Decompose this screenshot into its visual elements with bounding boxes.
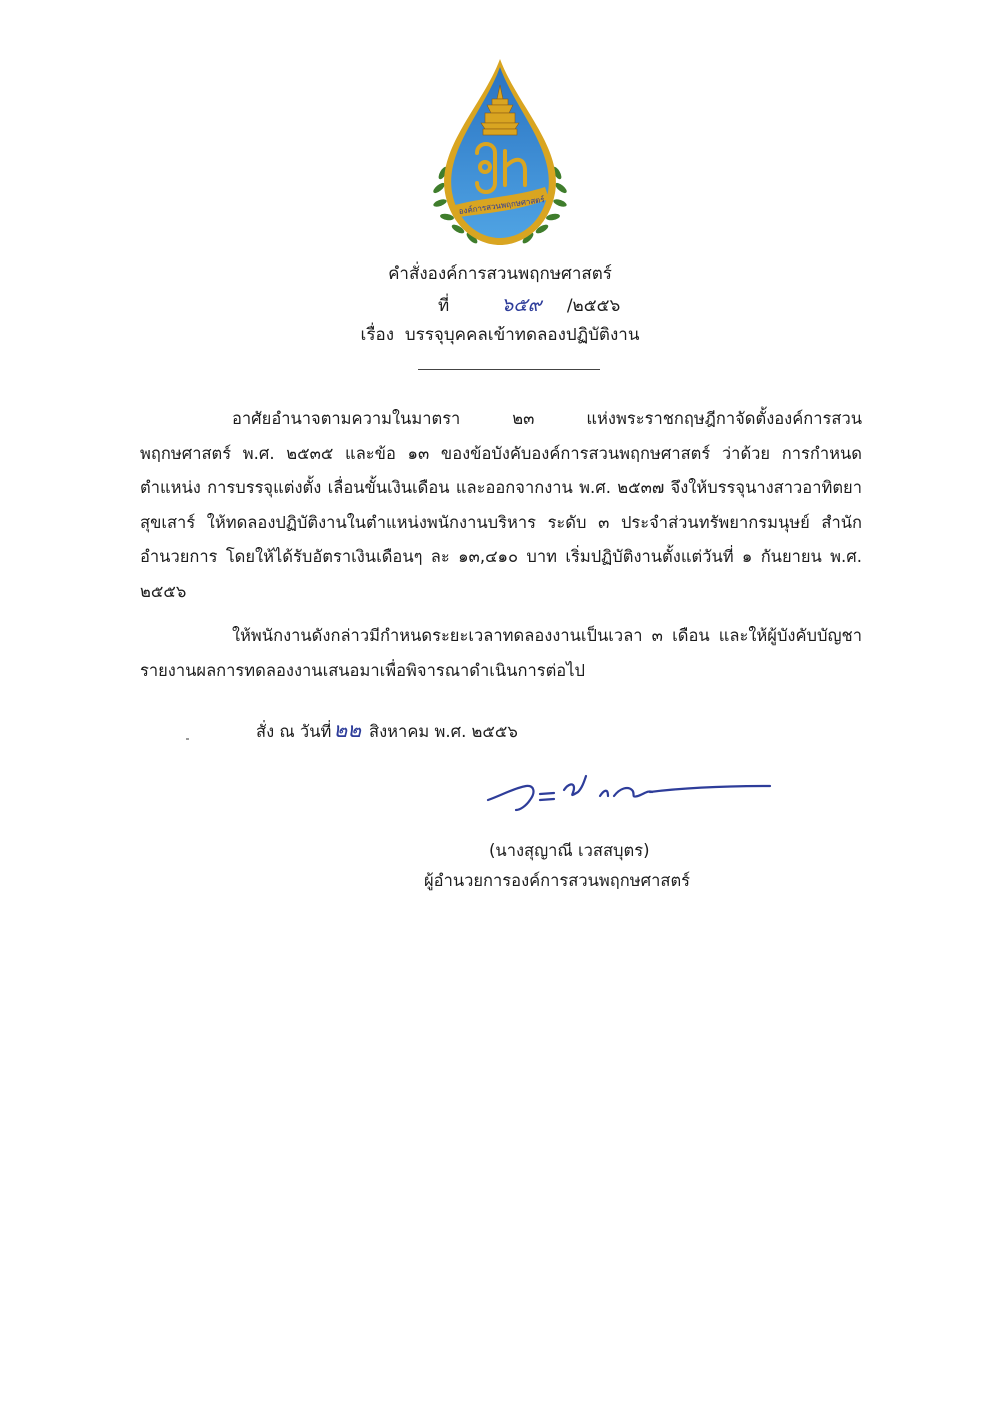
- logo-ribbon-text: องค์การสวนพฤกษศาสตร์: [458, 195, 546, 217]
- order-date: [256, 714, 518, 747]
- paragraph-line: ๒๕๕๖: [140, 581, 187, 601]
- order-number: [438, 290, 620, 320]
- order-number-label: ที่: [438, 296, 450, 316]
- order-number-year: /๒๕๕๖: [566, 296, 621, 316]
- body-paragraph-1: [140, 402, 862, 609]
- paragraph-line: ตำแหน่ง การบรรจุแต่งตั้ง เลื่อนขั้นเงินเดือน และออกจากงาน พ.ศ. ๒๕๓๗ จึงให้บรรจุนางสาวอาทิตยา: [140, 478, 862, 497]
- date-handwritten: ๒๒: [333, 718, 362, 742]
- paragraph-line: พฤกษศาสตร์ พ.ศ. ๒๕๓๕ และข้อ ๑๓ ของข้อบังคับองค์การสวนพฤกษศาสตร์ ว่าด้วย การกำหนด: [140, 443, 862, 463]
- subject-label: เรื่อง: [360, 325, 394, 345]
- scan-speck: [186, 738, 189, 740]
- paragraph-line: รายงานผลการทดลองงานเสนอมาเพื่อพิจารณาดำเนินการต่อไป: [140, 660, 585, 680]
- body-paragraph-2: [140, 619, 862, 688]
- signer-title: ผู้อำนวยการองค์การสวนพฤกษศาสตร์: [424, 871, 691, 890]
- paragraph-line: สุขเสาร์ ให้ทดลองปฏิบัติงานในตำแหน่งพนักงานบริหาร ระดับ ๓ ประจำส่วนทรัพยากรมนุษย์ สำนัก: [140, 512, 862, 532]
- date-prefix: สั่ง ณ วันที่: [256, 722, 332, 741]
- header-divider: [418, 369, 600, 370]
- signer-name: (นางสุญาณี เวสสบุตร): [489, 841, 650, 860]
- order-number-handwritten: ๖๕๙: [501, 294, 542, 316]
- paragraph-line: อาศัยอำนาจตามความในมาตรา ๒๓ แห่งพระราชกฤษฎีกาจัดตั้งองค์การสวน: [232, 409, 862, 428]
- order-title: คำสั่งองค์การสวนพฤกษศาสตร์: [388, 264, 612, 284]
- order-subject: [0, 321, 1000, 348]
- subject-text: บรรจุบุคคลเข้าทดลองปฏิบัติงาน: [404, 325, 640, 345]
- handwritten-signature: [482, 766, 777, 814]
- organization-logo: [425, 55, 575, 255]
- date-suffix: สิงหาคม พ.ศ. ๒๕๕๖: [369, 722, 518, 741]
- paragraph-line: ให้พนักงานดังกล่าวมีกำหนดระยะเวลาทดลองงานเป็นเวลา ๓ เดือน และให้ผู้บังคับบัญชา: [232, 626, 862, 645]
- paragraph-line: อำนวยการ โดยให้ได้รับอัตราเงินเดือนๆ ละ ๑๓,๔๑๐ บาท เริ่มปฏิบัติงานตั้งแต่วันที่ ๑ กันยายน พ.ศ.: [140, 547, 862, 566]
